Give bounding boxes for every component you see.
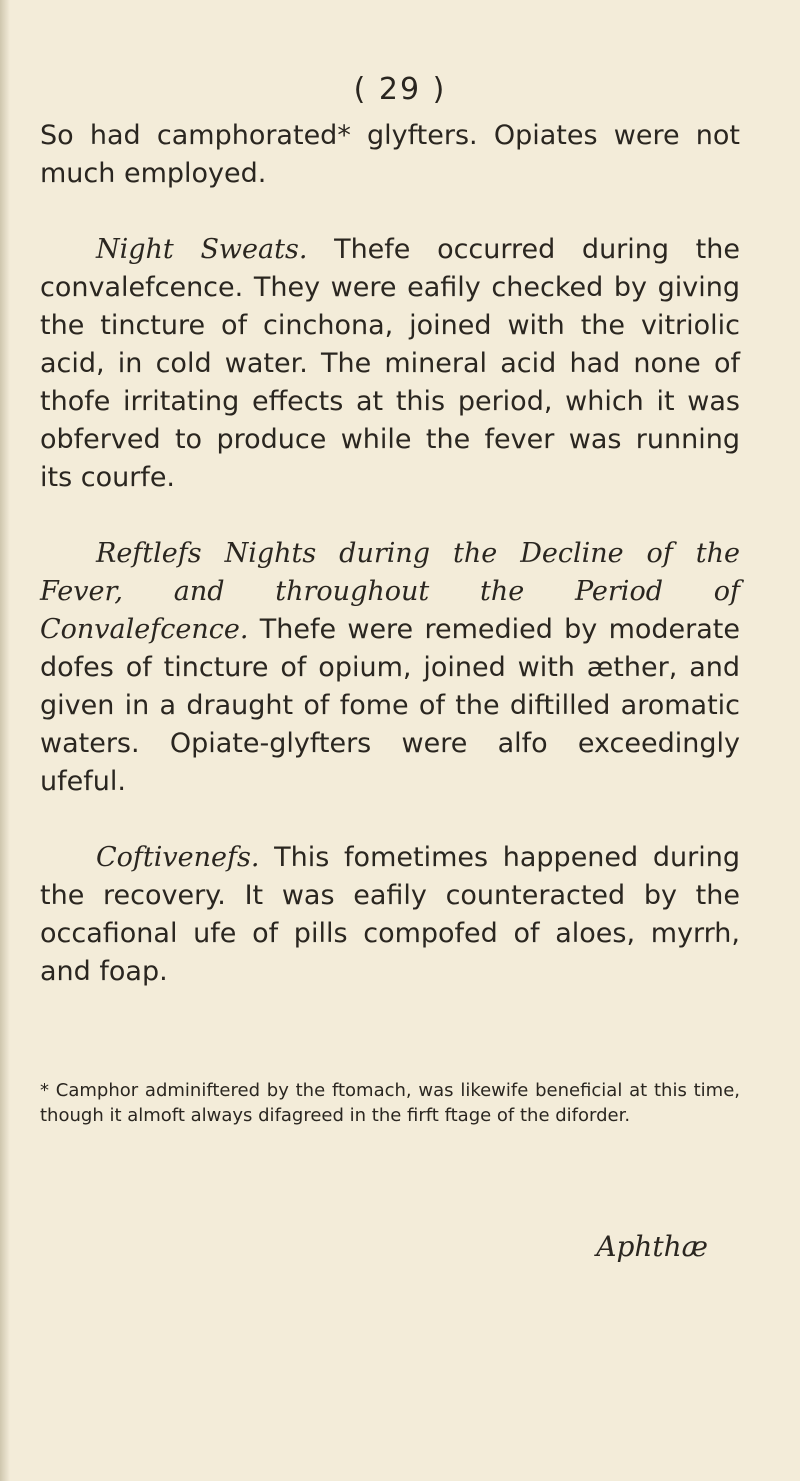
paragraph-restless-nights [40, 535, 740, 801]
heading-costiveness: Coftivenefs. [96, 842, 260, 873]
night-sweats-text: Thefe occurred during the convalefcence. They were eafily checked by giving the tincture of cinchona, joined with the vitriolic acid, in cold water. The mineral acid had none of thofe irritating effects at this period, which it was obferved to produce while the fever was running its courfe. [40, 234, 740, 493]
footnote: * Camphor adminiftered by the ftomach, was likewife beneficial at this time, though it almoft always difagreed in the firft ftage of the diforder. [40, 1080, 740, 1126]
catchword: Aphthæ [596, 1230, 708, 1263]
paragraph-night-sweats [40, 231, 740, 497]
page-number: ( 29 ) [353, 72, 447, 107]
costiveness-text: This fometimes happened during the recovery. It was eafily counteracted by the occafional ufe of pills compofed of aloes, myrrh, and foap. [40, 842, 740, 987]
heading-night-sweats: Night Sweats. [96, 234, 308, 265]
page-edge [0, 0, 10, 1481]
restless-nights-text: Thefe were remedied by moderate dofes of tincture of opium, joined with æther, and given in a draught of fome of the diftilled aromatic waters. Opiate-glyfters were alfo exceedingly ufeful. [40, 614, 740, 797]
paragraph-camphor: So had camphorated* glyfters. Opiates were not much employed. [40, 120, 740, 189]
body-text [40, 117, 740, 991]
paragraph-costiveness [40, 839, 740, 991]
heading-restless-nights: Reftlefs Nights during the Decline of the Fever, and throughout the Period of Convalefcence. [40, 538, 740, 645]
